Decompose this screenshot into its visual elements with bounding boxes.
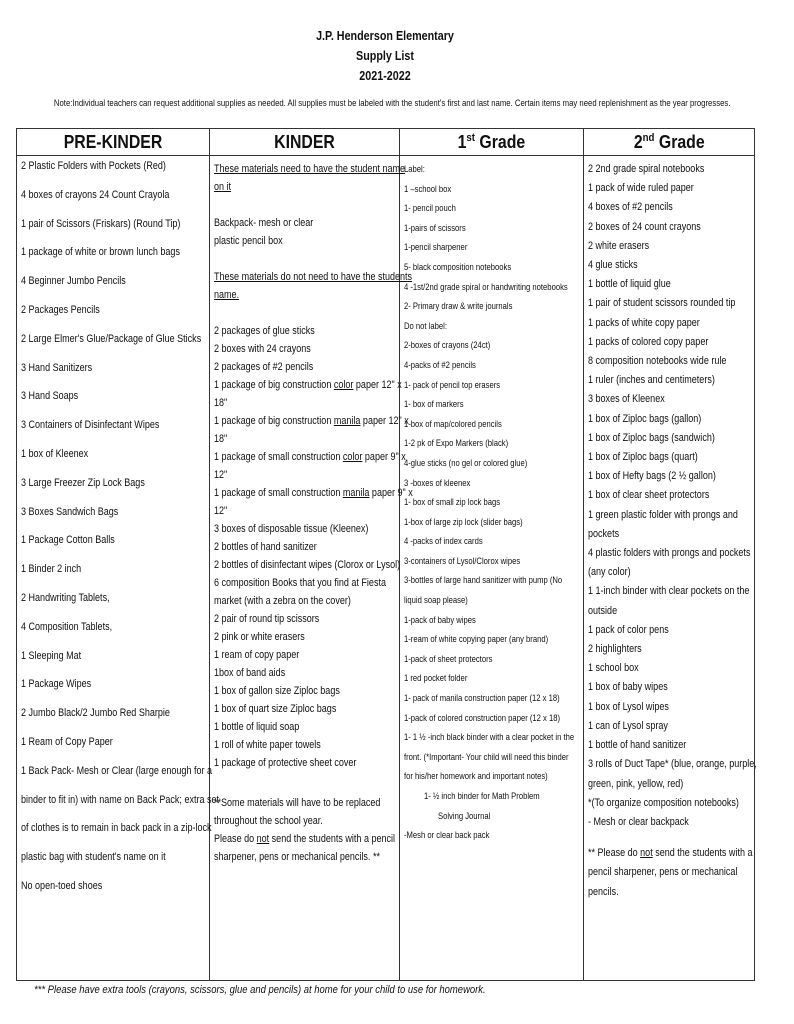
second-grade-item: outside	[588, 604, 618, 617]
column-header-kinder: KINDER	[210, 129, 400, 156]
kinder-backpack: Backpack- mesh or clear	[214, 217, 314, 229]
first-grade-item: 1 –school box	[404, 183, 452, 194]
first-grade-item: -Mesh or clear back pack	[404, 830, 490, 841]
prek-item: 4 Beginner Jumbo Pencils	[21, 275, 126, 288]
second-grade-item: 1 box of baby wipes	[588, 681, 668, 694]
prek-item: 1 box of Kleenex	[21, 447, 89, 460]
first-grade-item: Label:	[404, 164, 425, 174]
first-grade-item: 3-containers of Lysol/Clorox wipes	[404, 555, 521, 566]
first-grade-item: Solving Journal	[438, 810, 491, 821]
kinder-item: 3 boxes of disposable tissue (Kleenex)	[214, 523, 369, 535]
kinder-item: 2 bottles of disinfectant wipes (Clorox or Lysol)	[214, 559, 401, 571]
kinder-footnote-item: throughout the school year.	[214, 815, 323, 827]
kinder-item: 2 packages of #2 pencils	[214, 361, 314, 373]
kinder-item: 2 packages of glue sticks	[214, 325, 315, 337]
first-grade-item: 1- pack of pencil top erasers	[404, 379, 501, 390]
kinder-item: 1 box of gallon size Ziploc bags	[214, 685, 340, 697]
first-grade-item: 4-packs of #2 pencils	[404, 359, 476, 370]
first-grade-item: 1-pack of sheet protectors	[404, 653, 493, 664]
first-grade-item: 2-boxes of crayons (24ct)	[404, 340, 491, 351]
first-grade-item: 1 red pocket folder	[404, 673, 468, 684]
prek-item: 2 Jumbo Black/2 Jumbo Red Sharpie	[21, 707, 170, 720]
kinder-item: 2 pair of round tip scissors	[214, 613, 320, 625]
prek-item: 3 Hand Sanitizers	[21, 361, 93, 374]
column-header-second-grade: 2nd Grade	[584, 129, 755, 156]
first-grade-item: 2- Primary draw & write journals	[404, 301, 513, 312]
first-grade-item: 1-2 pk of Expo Markers (black)	[404, 438, 509, 449]
second-grade-item: (any color)	[588, 566, 631, 579]
second-grade-item: pencils.	[588, 885, 619, 898]
first-grade-column	[400, 156, 584, 981]
second-grade-item: 1 box of Ziploc bags (gallon)	[588, 412, 702, 425]
first-grade-item: 1- box of markers	[404, 399, 464, 410]
second-grade-item: 1 packs of white copy paper	[588, 316, 700, 329]
kinder-no-name-note: These materials do not need to have the students	[214, 271, 413, 283]
first-grade-item: 1-pack of colored construction paper (12 x 18)	[404, 712, 561, 723]
prek-item: 2 Packages Pencils	[21, 303, 100, 316]
school-year: 2021-2022	[359, 69, 411, 83]
kinder-item: 1box of band aids	[214, 667, 286, 679]
second-grade-item: 3 boxes of Kleenex	[588, 393, 665, 406]
second-grade-item: ** Please do not send the students with a	[588, 847, 753, 860]
kinder-item: 1 bottle of liquid soap	[214, 721, 300, 733]
second-grade-item: pencil sharpener, pens or mechanical	[588, 866, 738, 879]
prek-item: 4 boxes of crayons 24 Count Crayola	[21, 188, 170, 201]
kinder-item: 1 roll of white paper towels	[214, 739, 321, 751]
second-grade-item: - Mesh or clear backpack	[588, 815, 689, 828]
prek-item: 1 Back Pack- Mesh or Clear (large enough for a	[21, 764, 213, 777]
kinder-item: 1 package of big construction color paper 12" x	[214, 379, 402, 391]
second-grade-item: 3 rolls of Duct Tape* (blue, orange, purple,	[588, 758, 757, 771]
second-grade-item: *(To organize composition notebooks)	[588, 796, 739, 809]
kinder-item: 2 pink or white erasers	[214, 631, 305, 643]
kinder-column	[210, 156, 413, 981]
first-grade-item: liquid soap please)	[404, 595, 468, 606]
second-grade-item: green, pink, yellow, red)	[588, 777, 684, 790]
first-grade-item: 1- box of small zip lock bags	[404, 497, 501, 508]
kinder-backpack-cont: plastic pencil box	[214, 235, 283, 247]
prek-item: 2 Plastic Folders with Pockets (Red)	[21, 160, 166, 172]
second-grade-item: 1 box of clear sheet protectors	[588, 489, 710, 502]
kinder-item: 2 bottles of hand sanitizer	[214, 541, 317, 553]
supply-table	[16, 128, 755, 981]
first-grade-item: 1-pairs of scissors	[404, 222, 466, 233]
kinder-footnote-item: **Some materials will have to be replaced	[214, 797, 381, 809]
second-grade-item: pockets	[588, 527, 620, 540]
first-grade-item: 3 -boxes of kleenex	[404, 477, 471, 488]
kinder-item: 1 ream of copy paper	[214, 649, 300, 661]
first-grade-item: for his/her homework and important notes)	[404, 771, 548, 782]
second-grade-item: 1 box of Ziploc bags (quart)	[588, 451, 698, 464]
first-grade-item: 4 -1st/2nd grade spiral or handwriting notebooks	[404, 281, 568, 292]
kinder-intro-cont: on it	[214, 181, 232, 193]
second-grade-item: 4 boxes of #2 pencils	[588, 201, 673, 214]
prek-item: 2 Handwriting Tablets,	[21, 591, 110, 604]
prek-item: of clothes is to remain in back pack in a zip-lock	[21, 822, 212, 835]
second-grade-item: 2 white erasers	[588, 239, 650, 252]
prek-item: 1 Package Wipes	[21, 678, 92, 691]
second-grade-item: 2 boxes of 24 count crayons	[588, 220, 701, 233]
second-grade-item: 1 packs of colored copy paper	[588, 335, 709, 348]
kinder-item: 1 package of small construction color paper 9" x	[214, 451, 406, 463]
kinder-item: 18"	[214, 433, 228, 445]
first-grade-item: 5- black composition notebooks	[404, 261, 512, 272]
prek-item: 3 Hand Soaps	[21, 390, 79, 403]
second-grade-item: 4 plastic folders with prongs and pockets	[588, 547, 751, 560]
second-grade-item: 8 composition notebooks wide rule	[588, 355, 727, 368]
second-grade-item: 1 ruler (inches and centimeters)	[588, 374, 715, 387]
second-grade-item: 1 bottle of hand sanitizer	[588, 739, 687, 752]
document-header	[0, 26, 770, 86]
kinder-item: 1 box of quart size Ziploc bags	[214, 703, 337, 715]
prek-item: 1 Package Cotton Balls	[21, 534, 115, 547]
labeling-note: Note:Individual teachers can request additional supplies as needed. All supplies must be labeled with the student's first and last name. Certain items may need replenishment as the year progresses.	[53, 98, 731, 108]
kinder-item: 1 package of protective sheet cover	[214, 757, 357, 769]
prek-item: 3 Containers of Disinfectant Wipes	[21, 419, 160, 432]
kinder-intro: These materials need to have the student name	[214, 163, 406, 175]
kinder-item: 6 composition Books that you find at Fiesta	[214, 577, 386, 589]
first-grade-item: 1-box of map/colored pencils	[404, 418, 502, 429]
prek-item: 4 Composition Tablets,	[21, 620, 113, 633]
second-grade-item: 1 bottle of liquid glue	[588, 278, 671, 291]
second-grade-item: 1 pack of wide ruled paper	[588, 182, 694, 195]
kinder-item: 12"	[214, 505, 228, 517]
kinder-item: 2 boxes with 24 crayons	[214, 343, 311, 355]
prek-item: 1 Binder 2 inch	[21, 563, 82, 576]
first-grade-item: 1- ½ inch binder for Math Problem	[424, 791, 540, 801]
prek-item: 3 Boxes Sandwich Bags	[21, 505, 119, 518]
first-grade-item: 1- pencil pouch	[404, 203, 456, 214]
column-header-first-grade: 1st Grade	[400, 129, 584, 156]
prek-item: plastic bag with student's name on it	[21, 851, 166, 864]
column-header-prek: PRE-KINDER	[17, 129, 210, 156]
prek-column	[17, 156, 220, 981]
second-grade-item: 1 1-inch binder with clear pockets on the	[588, 585, 750, 598]
first-grade-item: 1-ream of white copying paper (any brand)	[404, 634, 549, 645]
school-name: J.P. Henderson Elementary	[316, 29, 454, 43]
second-grade-item: 1 school box	[588, 662, 639, 675]
prek-item: 3 Large Freezer Zip Lock Bags	[21, 476, 145, 489]
kinder-footnote-item: sharpener, pens or mechanical pencils. **	[214, 851, 380, 863]
list-title: Supply List	[356, 49, 414, 63]
second-grade-item: 1 green plastic folder with prongs and	[588, 508, 738, 521]
kinder-item: market (with a zebra on the cover)	[214, 595, 351, 607]
second-grade-item: 1 can of Lysol spray	[588, 719, 668, 732]
kinder-item: 1 package of small construction manila paper 9" x	[214, 487, 413, 499]
prek-item: No open-toed shoes	[21, 879, 103, 892]
first-grade-item: 4 -packs of index cards	[404, 536, 483, 547]
prek-item: 1 Sleeping Mat	[21, 649, 82, 662]
second-grade-item: 1 box of Hefty bags (2 ½ gallon)	[588, 470, 716, 483]
second-grade-item: 4 glue sticks	[588, 259, 638, 272]
first-grade-item: 1- 1 ½ -inch black binder with a clear pocket in the	[404, 732, 575, 743]
homework-footer-note: *** Please have extra tools (crayons, scissors, glue and pencils) at home for your child to use for homework.	[34, 984, 486, 996]
kinder-no-name-note-cont: name.	[214, 289, 240, 301]
second-grade-item: 1 pair of student scissors rounded tip	[588, 297, 736, 310]
prek-item: 1 package of white or brown lunch bags	[21, 246, 180, 259]
first-grade-item: Do not label:	[404, 320, 447, 331]
first-grade-item: front. (*Important- Your child will need this binder	[404, 751, 569, 762]
prek-item: 1 Ream of Copy Paper	[21, 735, 113, 748]
prek-item: binder to fit in) with name on Back Pack; extra set	[21, 793, 220, 806]
kinder-item: 18"	[214, 397, 228, 409]
kinder-item: 12"	[214, 469, 228, 481]
first-grade-item: 4-glue sticks (no gel or colored glue)	[404, 457, 528, 468]
first-grade-item: 1- pack of manila construction paper (12 x 18)	[404, 693, 560, 704]
second-grade-item: 1 box of Ziploc bags (sandwich)	[588, 431, 715, 444]
second-grade-item: 2 2nd grade spiral notebooks	[588, 163, 705, 175]
prek-item: 1 pair of Scissors (Friskars) (Round Tip)	[21, 217, 181, 230]
kinder-footnote-item: Please do not send the students with a pencil	[214, 833, 396, 845]
first-grade-item: 3-bottles of large hand sanitizer with pump (No	[404, 575, 563, 586]
first-grade-item: 1-pack of baby wipes	[404, 614, 476, 625]
second-grade-item: 1 pack of color pens	[588, 623, 669, 636]
kinder-item: 1 package of big construction manila paper 12" x	[214, 415, 409, 427]
prek-item: 2 Large Elmer's Glue/Package of Glue Sticks	[21, 332, 202, 345]
first-grade-item: 1-pencil sharpener	[404, 242, 468, 253]
second-grade-item: 1 box of Lysol wipes	[588, 700, 669, 713]
second-grade-item: 2 highlighters	[588, 643, 642, 656]
first-grade-item: 1-box of large zip lock (slider bags)	[404, 516, 523, 527]
second-grade-column	[584, 156, 755, 981]
